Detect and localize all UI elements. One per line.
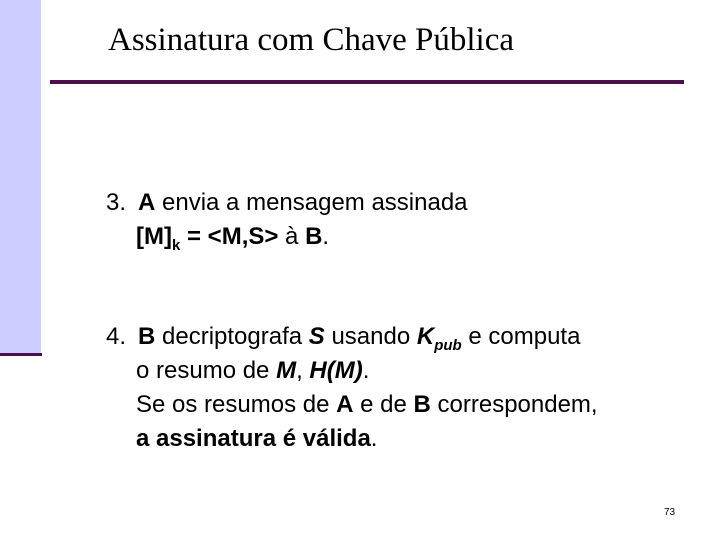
item4-number: 4. — [106, 323, 127, 350]
a-label: A — [336, 391, 354, 418]
item4-line3-start: Se os resumos de — [136, 391, 337, 418]
item4-text2: usando — [324, 323, 417, 350]
item4-comma: , — [296, 357, 310, 384]
message-pair: = <M,S> — [180, 223, 279, 250]
item3-line1 — [106, 186, 468, 220]
item3-end: . — [322, 223, 330, 250]
b-label: B — [413, 391, 431, 418]
conclusion-bold: a assinatura é válida — [136, 425, 371, 452]
item4-line4 — [106, 422, 598, 456]
item4-line3-end: correspondem, — [430, 391, 598, 418]
key-subscript: pub — [434, 337, 462, 354]
item4-period: . — [362, 357, 370, 384]
item3-number: 3. — [106, 189, 127, 216]
item4-line4-end: . — [370, 425, 378, 452]
message-subscript: k — [171, 237, 181, 254]
item4-text1: decriptografa — [155, 323, 309, 350]
sidebar-decoration — [0, 0, 41, 354]
item4-line3-mid: e de — [353, 391, 414, 418]
slide-title: Assinatura com Chave Pública — [108, 22, 514, 58]
receiver-label: B — [305, 223, 323, 250]
list-item-3 — [106, 186, 468, 254]
item4-line3 — [106, 388, 598, 422]
title-underline — [50, 80, 684, 84]
actor-label: B — [138, 323, 156, 350]
message-symbol: M — [276, 357, 297, 384]
item3-line2 — [106, 220, 468, 254]
item3-text1: envia a mensagem assinada — [155, 189, 468, 216]
item4-line2-start: o resumo de — [136, 357, 277, 384]
item4-line2 — [106, 354, 598, 388]
signed-message — [136, 223, 279, 254]
sidebar-divider — [0, 353, 42, 356]
list-item-4 — [106, 320, 598, 456]
item4-text3: e computa — [461, 323, 581, 350]
page-number: 73 — [664, 507, 676, 518]
to-word: à — [278, 223, 306, 250]
sender-label: A — [138, 189, 156, 216]
signature-symbol: S — [308, 323, 325, 350]
message-bracket: [M] — [136, 223, 172, 250]
key-symbol: $K_{pub}$ — [416, 323, 462, 354]
item4-line1 — [106, 320, 598, 354]
hash-symbol: H(M) — [309, 357, 363, 384]
